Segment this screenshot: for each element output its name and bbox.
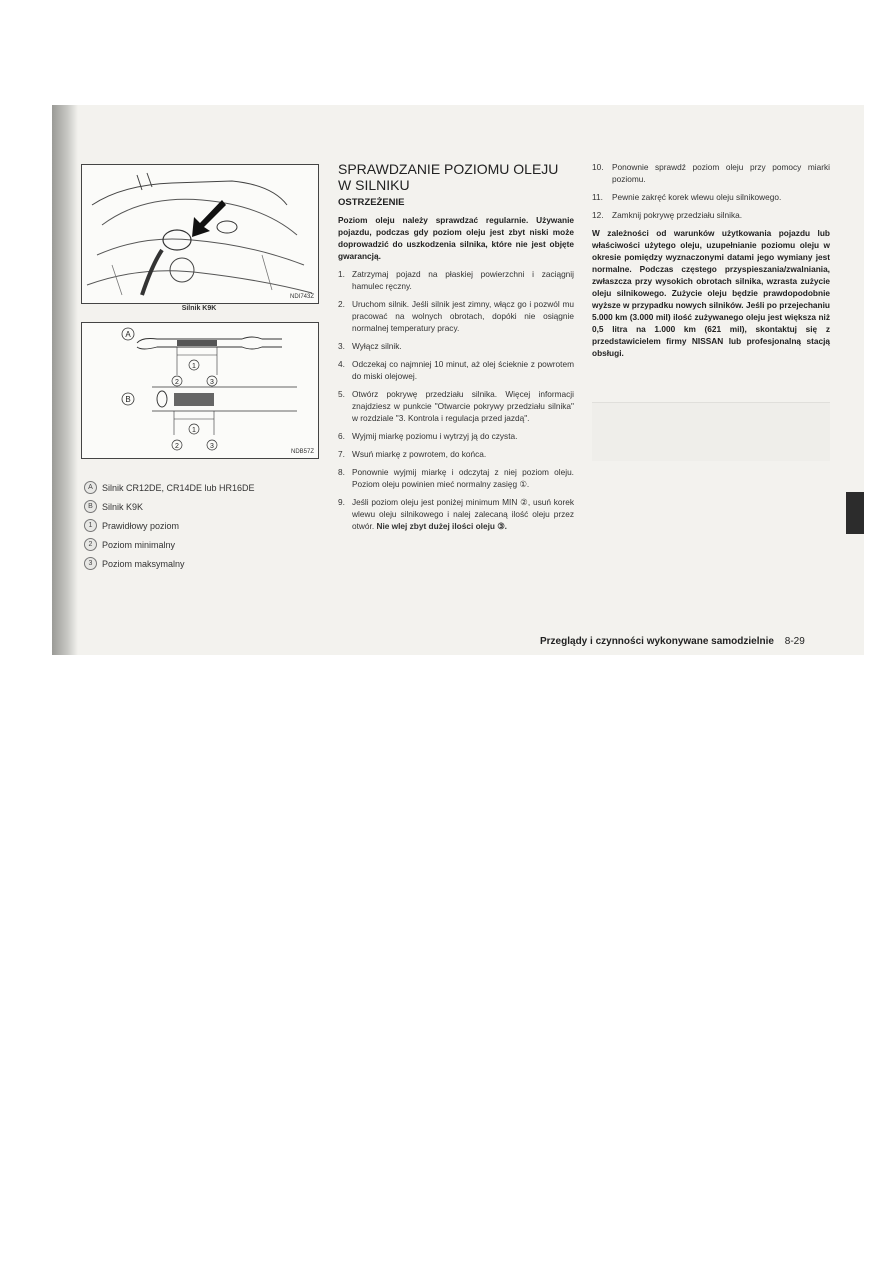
bleed-through-area xyxy=(592,402,830,461)
figure-id: NDI743Z xyxy=(289,294,314,300)
page-number: 8-29 xyxy=(784,636,805,647)
legend-marker: A xyxy=(84,481,97,494)
step-item: 11. Pewnie zakręć korek wlewu oleju silnikowego. xyxy=(592,192,782,202)
step-item: 5. Otwórz pokrywę przedziału silnika. Więcej informacji znajdziesz w punkcie "Otwarcie pokrywy przedziału silnika" w rozdziale "3. Kontrola i regulacja przed jazdą". xyxy=(338,389,574,423)
step-item: 10. Ponownie sprawdź poziom oleju przy pomocy miarki poziomu. xyxy=(592,162,830,184)
steps-list-continued xyxy=(592,161,830,221)
legend-text: Prawidłowy poziom xyxy=(102,520,180,531)
page-binding-shadow xyxy=(52,105,78,655)
label-2b: 2 xyxy=(175,443,179,450)
legend-marker: 1 xyxy=(84,519,97,532)
dipstick-diagram xyxy=(81,322,319,459)
step-item: 1. Zatrzymaj pojazd na płaskiej powierzchni i zaciągnij hamulec ręczny. xyxy=(338,269,574,291)
legend-item xyxy=(84,516,324,535)
chapter-tab xyxy=(846,492,864,534)
label-3b: 3 xyxy=(210,443,214,450)
label-1a: 1 xyxy=(192,363,196,370)
legend-text: Poziom maksymalny xyxy=(102,558,185,569)
figure-caption: Silnik K9K xyxy=(181,305,217,312)
legend-text: Poziom minimalny xyxy=(102,539,176,550)
legend-marker: 3 xyxy=(84,557,97,570)
oil-consumption-note: W zależności od warunków użytkowania pojazdu lub właściwości użytego oleju, uzupełnianie poziomu oleju w okresie pomiędzy wyznaczonymi datami jego wymiany jest normalne. Podczas częstego przyspieszania/zwalniania, zwłaszcza przy wysokich obrotach silnika, wzrasta zużycie oleju silnikowego. Zużycie oleju będzie prawdopodobnie wyższe w przypadku nowych silników. Jeśli po przejechaniu 5.000 km (3.000 mil) ilość zużywanego oleju jest większa niż 0,5 litra na 1.000 km (621 mil), skontaktuj się z przedstawicielem firmy NISSAN lub profesjonalną stacją obsługi. xyxy=(592,228,830,358)
step-item: 4. Odczekaj co najmniej 10 minut, aż olej ścieknie z powrotem do miski olejowej. xyxy=(338,359,574,381)
label-1b: 1 xyxy=(192,427,196,434)
dipstick-drawing xyxy=(82,323,318,458)
legend xyxy=(84,478,324,573)
steps-list xyxy=(338,268,574,532)
legend-item xyxy=(84,478,324,497)
legend-item xyxy=(84,497,324,516)
legend-item xyxy=(84,535,324,554)
legend-marker: B xyxy=(84,500,97,513)
step-item: 12. Zamknij pokrywę przedziału silnika. xyxy=(592,210,743,220)
label-2a: 2 xyxy=(175,379,179,386)
label-b: B xyxy=(125,395,131,404)
step-item: 2. Uruchom silnik. Jeśli silnik jest zimny, włącz go i pozwól mu pracować na wolnych obrotach, dopóki nie osiągnie normalnej temperatury pracy. xyxy=(338,299,574,333)
page-footer xyxy=(540,636,805,647)
step-item: 3. Wyłącz silnik. xyxy=(338,341,402,351)
label-a: A xyxy=(125,330,131,339)
engine-illustration xyxy=(81,164,319,304)
legend-text: Silnik CR12DE, CR14DE lub HR16DE xyxy=(102,482,255,493)
warning-heading: OSTRZEŻENIE xyxy=(338,197,405,208)
figure-id: NDB57Z xyxy=(290,449,314,455)
legend-text: Silnik K9K xyxy=(102,501,144,512)
legend-item xyxy=(84,554,324,573)
step-item: 6. Wyjmij miarkę poziomu i wytrzyj ją do czysta. xyxy=(338,431,518,441)
footer-title: Przeglądy i czynności wykonywane samodzielnie xyxy=(540,636,774,647)
label-3a: 3 xyxy=(210,379,214,386)
column-middle xyxy=(338,161,574,538)
warning-text: Poziom oleju należy sprawdzać regularnie. Używanie pojazdu, podczas gdy poziom oleju jest zbyt niski może doprowadzić do uszkodzenia silnika, które nie jest objęte gwarancją. xyxy=(338,215,574,261)
legend-marker: 2 xyxy=(84,538,97,551)
engine-drawing xyxy=(82,165,318,303)
step-item: 9. Jeśli poziom oleju jest poniżej minimum MIN ②, usuń korek wlewu oleju silnikowego i nalej zalecaną ilość oleju przez otwór. Nie wlej zbyt dużej ilości oleju ③. xyxy=(338,497,574,531)
column-right xyxy=(592,161,830,367)
step-item: 8. Ponownie wyjmij miarkę i odczytaj z niej poziom oleju. Poziom oleju powinien mieć normalny zasięg ①. xyxy=(338,467,574,489)
step-item: 7. Wsuń miarkę z powrotem, do końca. xyxy=(338,449,487,459)
section-title: SPRAWDZANIE POZIOMU OLEJU W SILNIKU xyxy=(338,161,559,193)
